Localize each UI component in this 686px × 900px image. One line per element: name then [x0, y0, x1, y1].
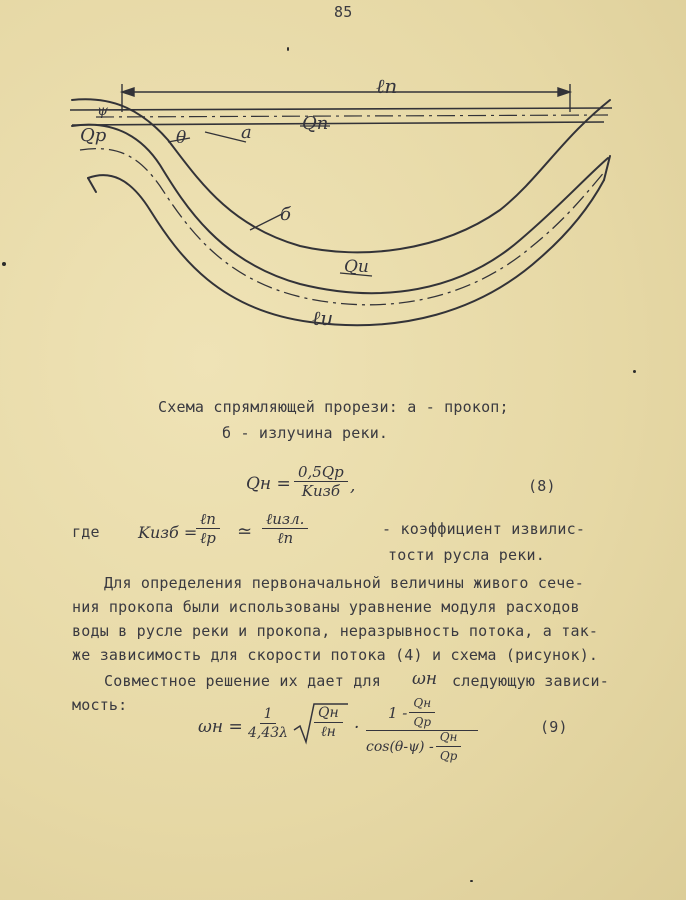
paragraph2-omega: ωн [412, 669, 438, 689]
river-cutoff-diagram [0, 0, 686, 400]
ink-speck [633, 370, 636, 373]
formula9-coef-fraction [244, 705, 292, 742]
formula9-big-fraction [366, 694, 478, 763]
label-a: а [241, 122, 252, 143]
cutoff-line-top [70, 108, 612, 110]
formula8-numerator: 0,5Qр [294, 463, 348, 482]
formula8-comma: , [350, 476, 356, 496]
formula9-dot: · [354, 718, 360, 738]
definition-fraction1 [196, 510, 220, 547]
big-num-frac-num: Qн [409, 694, 435, 713]
page-number: 85 [334, 3, 353, 21]
ink-speck [287, 47, 289, 51]
formula8-lhs: Qн = [246, 474, 291, 494]
label-li: ℓи [312, 306, 334, 330]
paragraph1-line4: же зависимость для скорости потока (4) и схема (рисунок). [72, 646, 599, 664]
river-bank-lower [88, 175, 604, 325]
big-den-text: cos(θ-ψ) - [366, 738, 434, 755]
big-fraction-denominator [366, 728, 461, 765]
formula9-coef-num: 1 [260, 705, 277, 724]
definition-desc-line1: - коэффициент извилис- [382, 520, 586, 538]
formula9-sqrt-den: ℓн [320, 724, 336, 740]
dimension-arrow-right [558, 88, 570, 96]
big-fraction-numerator [388, 694, 435, 731]
big-den-fraction [436, 728, 462, 765]
formula8-number: (8) [528, 477, 556, 495]
paragraph2-line2: мость: [72, 696, 128, 714]
label-b: б [280, 204, 291, 225]
paragraph1-line2: ния прокопа были использованы уравнение модуля расходов [72, 598, 580, 616]
big-den-frac-den: Qр [439, 749, 458, 763]
big-num-fraction [409, 694, 435, 731]
fraction1-numerator: ℓп [196, 510, 220, 529]
label-qi: Qи [344, 257, 369, 277]
formula9-sqrt-num: Qн [314, 704, 343, 723]
fraction2-denominator: ℓп [277, 529, 294, 547]
dimension-arrow-left [122, 88, 134, 96]
label-psi: ψ [97, 103, 108, 119]
label-qr: Qр [80, 125, 107, 146]
paragraph2-start: Совместное решение их дает для [104, 672, 381, 690]
big-den-frac-num: Qн [436, 728, 462, 747]
definition-where: где [72, 523, 100, 541]
formula9-lhs: ωн = [198, 717, 243, 737]
definition-desc-line2: тости русла реки. [388, 546, 545, 564]
leader-a [205, 132, 246, 142]
paragraph2-end: следующую зависи- [452, 672, 609, 690]
definition-k: Kизб = [138, 523, 198, 542]
figure-caption-line1: Схема спрямляющей прорези: а - прокоп; [158, 398, 509, 416]
formula9-sqrt-fraction [314, 704, 343, 741]
river-centerline [80, 149, 606, 305]
paragraph1-line3: воды в русле реки и прокопа, неразрывность потока, а так- [72, 622, 599, 640]
formula9-number: (9) [540, 718, 568, 736]
formula8-fraction [294, 463, 348, 500]
big-num-frac-den: Qр [413, 715, 432, 729]
leader-b [250, 214, 282, 230]
formula9-coef-den: 4,43λ [248, 725, 289, 741]
ink-speck [470, 880, 473, 882]
label-theta: θ [176, 128, 187, 148]
label-qp: Qп [302, 113, 329, 134]
ink-speck [2, 262, 6, 266]
big-num-text: 1 - [388, 703, 408, 722]
cutoff-axis [96, 115, 608, 117]
formula8-denominator: Kизб [301, 482, 340, 500]
definition-approx: ≃ [237, 521, 253, 542]
figure-caption-line2: б - излучина реки. [222, 424, 389, 442]
fraction1-denominator: ℓр [200, 529, 216, 547]
definition-fraction2 [262, 510, 308, 547]
paragraph1-line1: Для определения первоначальной величины живого сече- [104, 574, 584, 592]
label-lp: ℓп [376, 74, 398, 98]
fraction2-numerator: ℓизл. [262, 510, 308, 529]
bank-endcap-left [88, 178, 96, 192]
